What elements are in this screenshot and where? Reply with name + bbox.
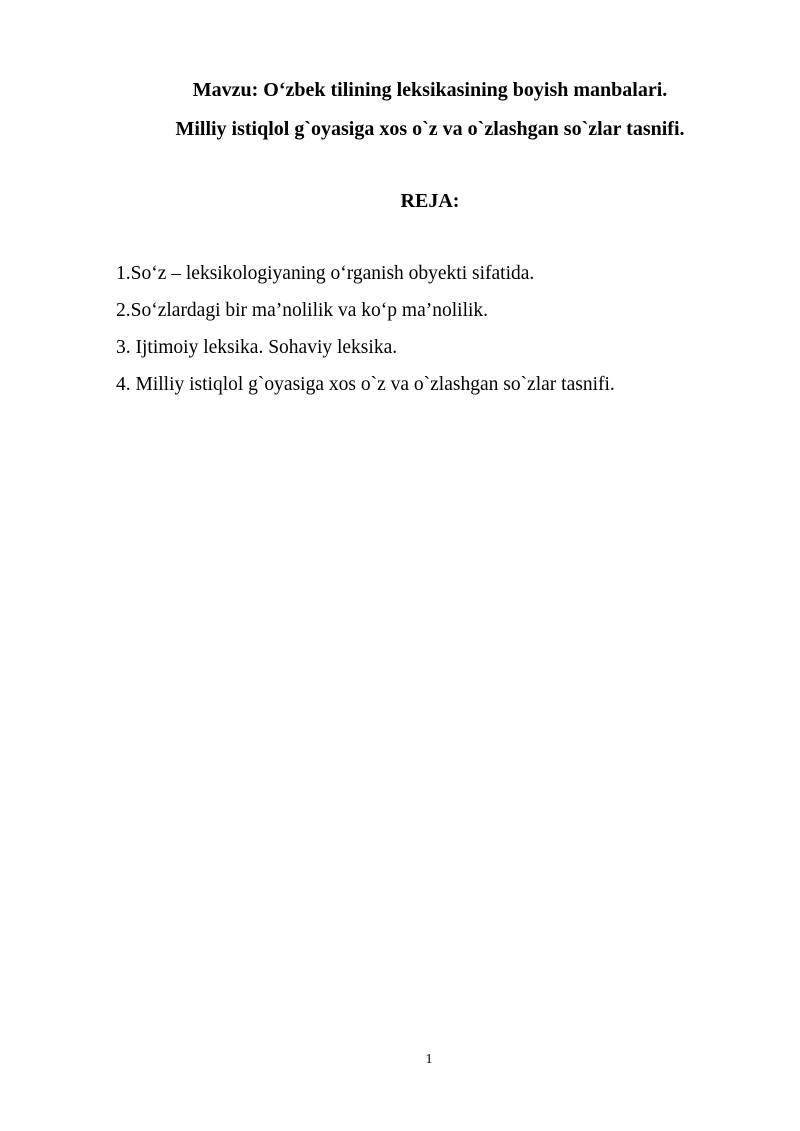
plan-heading: REJA: — [400, 190, 460, 212]
plan-list — [116, 262, 615, 410]
page-number: 1 — [425, 1052, 433, 1067]
plan-item-1: 1.So‘z – leksikologiyaning o‘rganish obyekti sifatida. — [116, 263, 535, 284]
document-title-line-2: Milliy istiqlol g`oyasiga xos o`z va o`zlashgan so`zlar tasnifi. — [175, 118, 685, 140]
plan-item-3: 3. Ijtimoiy leksika. Sohaviy leksika. — [116, 337, 398, 358]
document-title-line-1: Mavzu: O‘zbek tilining leksikasining boyish manbalari. — [192, 79, 668, 101]
plan-item-4: 4. Milliy istiqlol g`oyasiga xos o`z va o`zlashgan so`zlar tasnifi. — [116, 374, 615, 395]
plan-item-2: 2.So‘zlardagi bir ma’nolilik va ko‘p ma’nolilik. — [116, 300, 489, 321]
